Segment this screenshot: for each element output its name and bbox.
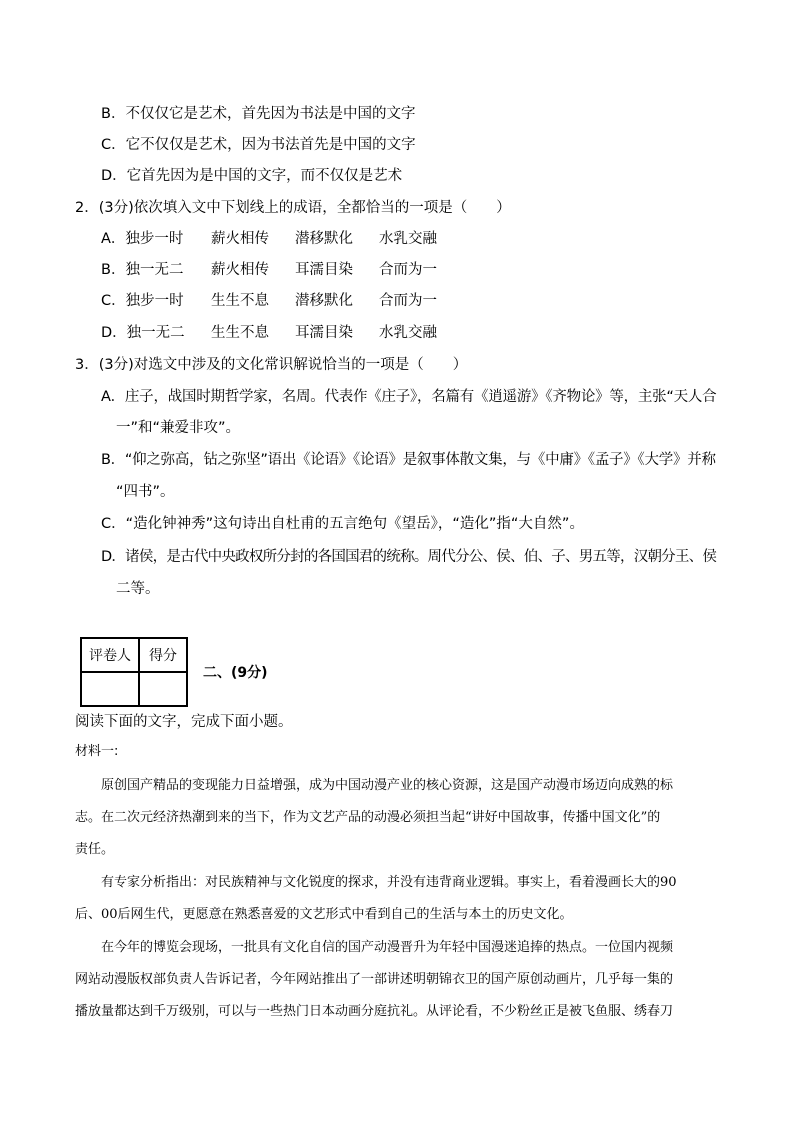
material-line: 播放量都达到千万级别，可以与一些热门日本动画分庭抗礼。从评论看，不少粉丝正是被飞鱼服、绣春刀	[75, 1004, 674, 1019]
material-line: 责任。	[75, 842, 115, 857]
material-line: 原创国产精品的变现能力日益增强，成为中国动漫产业的核心资源，这是国产动漫市场迈向成熟的标	[101, 778, 674, 793]
material-line: 在今年的博览会现场，一批具有文化自信的国产动漫晋升为年轻中国漫迷追捧的热点。一位国内视频	[101, 940, 674, 955]
section-title: 二、(9分)	[203, 665, 268, 681]
q2-option-word: 合而为一	[379, 262, 437, 278]
q1-option-b: B．不仅仅它是艺术，首先因为书法是中国的文字	[101, 106, 416, 122]
q1-option-c: C．它不仅仅是艺术，因为书法首先是中国的文字	[101, 137, 416, 153]
q2-option-label: D．独一无二	[101, 325, 185, 341]
q2-option-b	[101, 260, 437, 280]
q2-option-label: C．独步一时	[101, 293, 184, 309]
q2-option-word: 水乳交融	[379, 325, 437, 341]
q3-option-a-line1: A．庄子，战国时期哲学家，名周。代表作《庄子》，名篇有《逍遥游》《齐物论》等，主张“天人合	[101, 389, 717, 405]
q2-option-word: 生生不息	[211, 325, 269, 341]
grader-header: 评卷人	[81, 638, 139, 672]
score-table	[80, 637, 188, 707]
q3-stem: 3．(3分)对选文中涉及的文化常识解说恰当的一项是（ ）	[75, 357, 468, 373]
q2-option-d	[101, 323, 437, 343]
reading-instruction: 阅读下面的文字，完成下面小题。	[75, 714, 293, 730]
q2-option-word: 合而为一	[379, 293, 437, 309]
material-line: 后、00后网生代，更愿意在熟悉喜爱的文艺形式中看到自己的生活与本土的历史文化。	[75, 907, 573, 922]
q2-option-word: 薪火相传	[211, 231, 269, 247]
material-line: 志。在二次元经济热潮到来的当下，作为文艺产品的动漫必须担当起“讲好中国故事，传播中国文化”的	[75, 810, 661, 825]
q3-option-d-line2: 二等。	[116, 581, 160, 597]
q3-option-a-line2: 一”和“兼爱非攻”。	[116, 420, 241, 436]
q3-option-b-line2: “四书”。	[116, 484, 175, 500]
score-cell[interactable]	[139, 672, 187, 706]
q1-option-d: D．它首先因为是中国的文字，而不仅仅是艺术	[101, 168, 403, 184]
q2-option-word: 生生不息	[211, 293, 269, 309]
grader-cell[interactable]	[81, 672, 139, 706]
q3-option-b-line1: B．“仰之弥高，钻之弥坚”语出《论语》《论语》是叙事体散文集，与《中庸》《孟子》《大学》并称	[101, 452, 716, 468]
score-header: 得分	[139, 638, 187, 672]
material-line: 有专家分析指出：对民族精神与文化锐度的探求，并没有违背商业逻辑。事实上，看着漫画长大的90	[101, 875, 677, 890]
material-label: 材料一:	[75, 744, 119, 759]
q2-option-c	[101, 291, 437, 311]
q2-option-label: A．独步一时	[101, 231, 184, 247]
q2-option-word: 薪火相传	[211, 262, 269, 278]
q3-option-c: C．“造化钟神秀”这句诗出自杜甫的五言绝句《望岳》，“造化”指“大自然”。	[101, 516, 584, 532]
q2-option-word: 耳濡目染	[295, 325, 353, 341]
q2-option-word: 耳濡目染	[295, 262, 353, 278]
q2-option-word: 潜移默化	[295, 293, 353, 309]
q3-option-d-line1: D．诸侯，是古代中央政权所分封的各国国君的统称。周代分公、侯、伯、子、男五等，汉朝分王、侯	[101, 549, 717, 565]
q2-option-label: B．独一无二	[101, 262, 184, 278]
q2-option-word: 水乳交融	[379, 231, 437, 247]
q2-stem: 2．(3分)依次填入文中下划线上的成语，全都恰当的一项是（ ）	[75, 200, 511, 216]
material-line: 网站动漫版权部负责人告诉记者，今年网站推出了一部讲述明朝锦衣卫的国产原创动画片，几乎每一集的	[75, 972, 674, 987]
q2-option-word: 潜移默化	[295, 231, 353, 247]
q2-option-a	[101, 229, 437, 249]
